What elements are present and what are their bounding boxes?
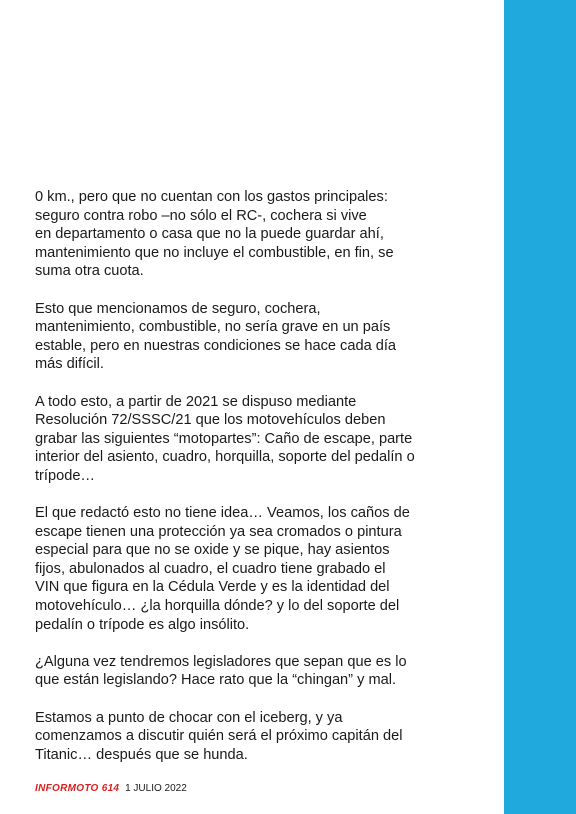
text-line: escape tienen una protección ya sea cromados o pintura: [35, 523, 402, 540]
text-line: que están legislando? Hace rato que la “chingan” y mal.: [35, 672, 397, 689]
issue-date: 1 JULIO 2022: [125, 783, 187, 794]
text-line: fijos, abulonados al cuadro, el cuadro tiene grabado el: [35, 560, 386, 577]
text-line: suma otra cuota.: [35, 263, 144, 280]
text-line: VIN que figura en la Cédula Verde y es la identidad del: [35, 579, 390, 596]
text-line: ¿Alguna vez tendremos legisladores que sepan que es lo: [35, 653, 407, 670]
side-color-bar: [504, 0, 576, 814]
text-line: mantenimiento que no incluye el combustible, en fin, se: [35, 244, 394, 261]
text-line: motovehículo… ¿la horquilla dónde? y lo del soporte del: [35, 598, 400, 615]
text-line: 0 km., pero que no cuentan con los gastos principales:: [35, 189, 388, 205]
page-footer: [35, 783, 187, 795]
text-line: mantenimiento, combustible, no sería grave en un país: [35, 319, 391, 336]
text-line: trípode…: [35, 467, 96, 484]
text-line: seguro contra robo –no sólo el RC-, cochera si vive: [35, 207, 367, 224]
text-line: estable, pero en nuestras condiciones se hace cada día: [35, 337, 397, 354]
text-line: especial para que no se oxide y se pique, hay asientos: [35, 542, 390, 559]
text-line: en departamento o casa que no la puede guardar ahí,: [35, 226, 384, 243]
text-line: pedalín o trípode es algo insólito.: [35, 616, 250, 633]
text-line: Titanic… después que se hunda.: [35, 746, 248, 763]
text-line: más difícil.: [35, 356, 104, 373]
text-line: interior del asiento, cuadro, horquilla, soporte del pedalín o: [35, 449, 415, 466]
paragraph-1: [35, 188, 453, 281]
article-body: [35, 188, 453, 783]
paragraph-2: [35, 300, 453, 374]
text-line: Resolución 72/SSSC/21 que los motovehículos deben: [35, 412, 386, 429]
text-line: Estamos a punto de chocar con el iceberg, y ya: [35, 709, 343, 726]
paragraph-3: [35, 393, 453, 486]
text-line: Esto que mencionamos de seguro, cochera,: [35, 300, 321, 317]
paragraph-6: [35, 709, 453, 765]
text-line: comenzamos a discutir quién será el próximo capitán del: [35, 728, 403, 745]
text-line: grabar las siguientes “motopartes”: Caño de escape, parte: [35, 430, 413, 447]
text-line: El que redactó esto no tiene idea… Veamos, los caños de: [35, 505, 410, 522]
paragraph-5: [35, 653, 453, 690]
paragraph-4: [35, 504, 453, 634]
text-line: A todo esto, a partir de 2021 se dispuso mediante: [35, 393, 357, 410]
magazine-brand: INFORMOTO 614: [35, 783, 120, 794]
